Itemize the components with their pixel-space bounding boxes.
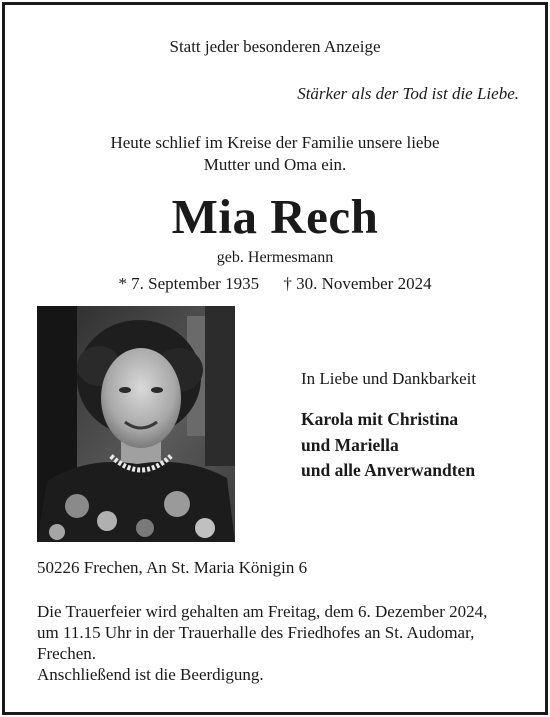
mourners-list — [301, 407, 475, 484]
funeral-info — [37, 601, 487, 685]
mourner-line: und alle Anverwandten — [301, 460, 476, 480]
mourner-line: und Mariella — [301, 434, 399, 455]
obituary-notice — [2, 2, 548, 715]
funeral-line: Frechen. — [37, 644, 97, 663]
birth-date: * 7. September 1935 — [118, 274, 260, 293]
funeral-line: Anschließend ist die Beerdigung. — [37, 665, 264, 684]
portrait-image — [37, 306, 235, 542]
motto: Stärker als der Tod ist die Liebe. — [297, 84, 519, 103]
life-dates — [5, 274, 545, 294]
mourner-line: Karola mit Christina — [301, 409, 459, 429]
gratitude-line: In Liebe und Dankbarkeit — [301, 369, 477, 388]
portrait-photo — [37, 306, 235, 542]
maiden-name: geb. Hermesmann — [216, 249, 334, 266]
notice-header: Statt jeder besonderen Anzeige — [169, 37, 381, 56]
funeral-line: um 11.15 Uhr in der Trauerhalle des Friedhofes an St. Audomar, — [37, 623, 475, 642]
death-date: † 30. November 2024 — [283, 274, 432, 293]
intro-line: Mutter und Oma ein. — [203, 155, 347, 174]
funeral-line: Die Trauerfeier wird gehalten am Freitag, dem 6. Dezember 2024, — [37, 602, 488, 621]
intro-text — [5, 132, 545, 176]
deceased-name: Mia Rech — [171, 189, 379, 244]
address: 50226 Frechen, An St. Maria Königin 6 — [37, 558, 308, 577]
intro-line: Heute schlief im Kreise der Familie unsere liebe — [110, 133, 440, 152]
